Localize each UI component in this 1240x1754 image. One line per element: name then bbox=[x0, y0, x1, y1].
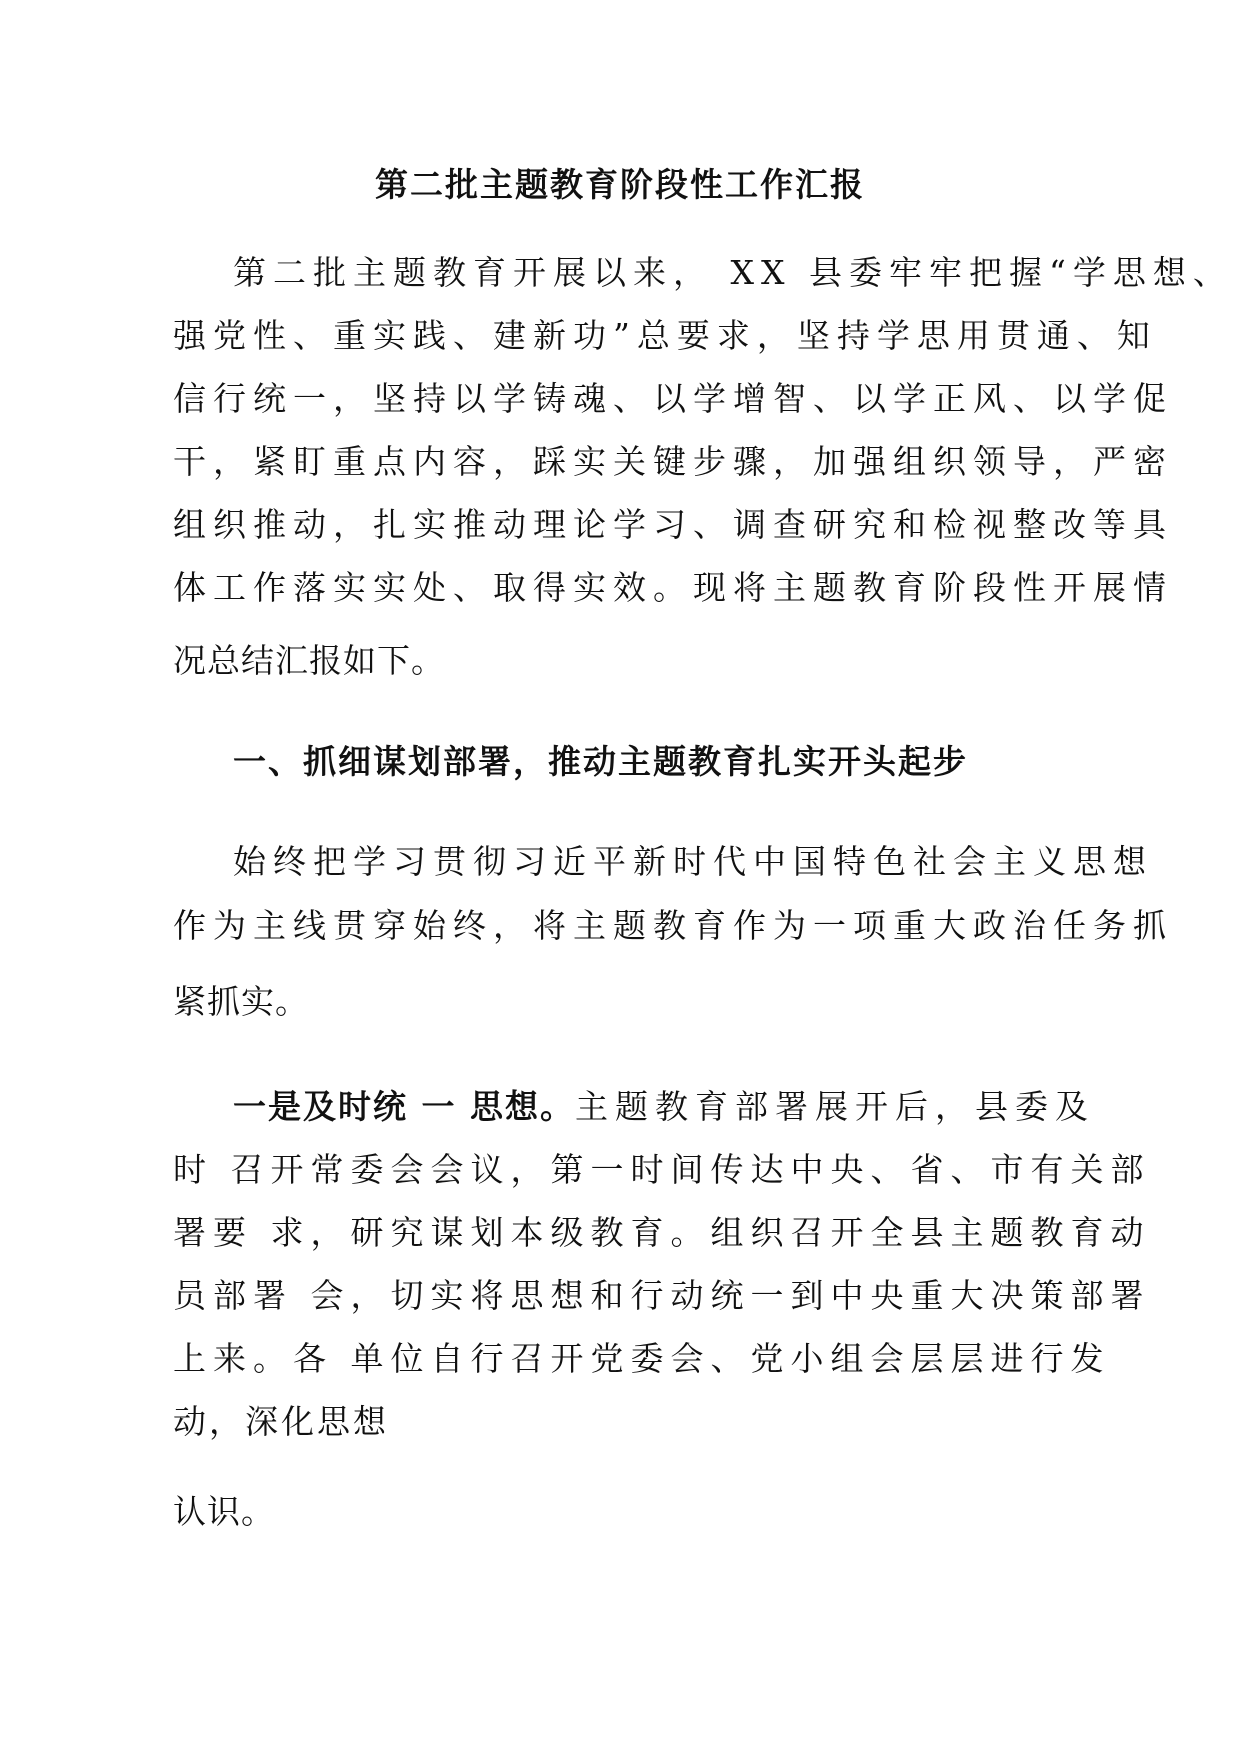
intro-line-7: 况总结汇报如下。 bbox=[173, 641, 445, 680]
section-para-line-1: 始终把学习贯彻习近平新时代中国特色社会主义思想 bbox=[233, 842, 1153, 881]
item-line-3: 署要 求，研究谋划本级教育。组织召开全县主题教育动 bbox=[173, 1213, 1151, 1252]
item-line-2: 时 召开常委会会议，第一时间传达中央、省、市有关部 bbox=[173, 1150, 1151, 1189]
intro-line-6: 体工作落实实处、取得实效。现将主题教育阶段性开展情 bbox=[173, 568, 1173, 607]
section-para-line-2: 作为主线贯穿始终，将主题教育作为一项重大政治任务抓 bbox=[173, 906, 1173, 945]
item-lead: 一是及时统 一 思想。 bbox=[233, 1087, 575, 1126]
item-first-line bbox=[233, 1087, 1095, 1127]
item-line-4: 员部署 会，切实将思想和行动统一到中央重大决策部署 bbox=[173, 1276, 1151, 1315]
intro-line-4: 干，紧盯重点内容，踩实关键步骤，加强组织领导，严密 bbox=[173, 442, 1173, 481]
intro-line-3: 信行统一，坚持以学铸魂、以学增智、以学正风、以学促 bbox=[173, 379, 1173, 418]
item-line-7: 认识。 bbox=[173, 1492, 275, 1531]
section-heading: 一、抓细谋划部署，推动主题教育扎实开头起步 bbox=[233, 742, 968, 781]
intro-line-2: 强党性、重实践、建新功”总要求，坚持学思用贯通、知 bbox=[173, 316, 1157, 355]
item-line-6: 动，深化思想 bbox=[173, 1402, 389, 1441]
item-line-5: 上来。各 单位自行召开党委会、党小组会层层进行发 bbox=[173, 1339, 1111, 1378]
item-first-line-rest: 主题教育部署展开后，县委及 bbox=[574, 1087, 1095, 1126]
section-para-line-3: 紧抓实。 bbox=[173, 982, 309, 1021]
document-title: 第二批主题教育阶段性工作汇报 bbox=[375, 165, 865, 204]
intro-line-5: 组织推动，扎实推动理论学习、调查研究和检视整改等具 bbox=[173, 505, 1173, 544]
intro-line-1: 第二批主题教育开展以来， XX 县委牢牢把握“学思想、 bbox=[233, 253, 1233, 292]
